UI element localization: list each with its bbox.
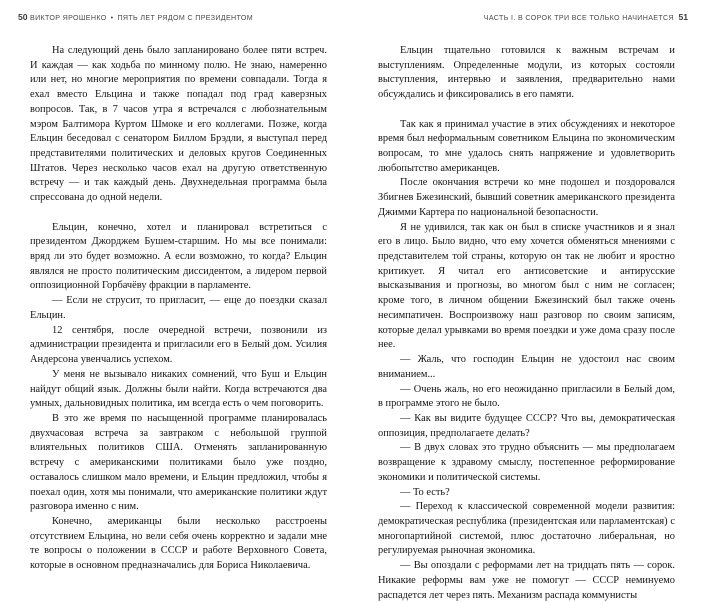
running-head-left-page bbox=[30, 12, 253, 24]
text-column-left bbox=[30, 44, 327, 574]
running-head-author: ВИКТОР ЯРОШЕНКО bbox=[30, 14, 107, 22]
paragraph: Я не удивился, так как он был в списке участников и я знал его в лицо. Было видно, что ему хочется обменяться мнениями с представителем той страны, которую он так не любит и яростно критикует. Я читал его антисоветские и антирусские высказывания и прогнозы, во многом был с ним не согласен; кроме того, в личном общении Бжезинский был также очень несимпатичен. Воспроизвожу наш разговор по своим записям, которые делал урывками во время поездки и уже дома сразу после нее. bbox=[378, 221, 675, 351]
paragraph: Ельцин тщательно готовился к важным встречам и выступлениям. Определенные модули, из которых состояли выступления, интервью и заявления, предварительно нами обсуждались и фиксировались в его памяти. bbox=[378, 45, 675, 101]
running-head-separator-icon: • bbox=[110, 14, 114, 22]
paragraph: На следующий день было запланировано более пяти встреч. И каждая — как ходьба по минному полю. Не знаю, намеренно или нет, но многие мероприятия по времени совпадали. Тогда я ехал вместо Ельцина и также попадал под град каверзных вопросов. Так, в 7 часов утра я встречался с любознательным мэром Балтимора Куртом Шмоке и его коллегами. Позже, когда Ельцин беседовал с сенатором Биллом Брэдли, я выступал перед представителями политических и деловых кругов Соединенных Штатов. Через несколько часов ехал на другую ответственную встречу — и так каждый день. Двухнедельная программа была спрессована до одной недели. bbox=[30, 45, 327, 204]
paragraph: 12 сентября, после очередной встречи, позвонили из администрации президента и пригласили его в Белый дом. Усилия Андерсона увенчались успехом. bbox=[30, 324, 327, 366]
paragraph: В это же время по насыщенной программе планировалась двухчасовая встреча за завтраком с небольшой группой влиятельных политиков США. Отменять запланированную встречу с американскими политиками было уже поздно, оставалось слишком мало времени, и Ельцин предложил, чтобы я поехал один, хотя мы понимали, что американские политики ждут разговора именно с ним. bbox=[30, 412, 327, 513]
paragraph: Конечно, американцы были несколько расстроены отсутствием Ельцина, но вели себя очень корректно и задали мне те вопросы о положении в СССР и работе Верховного Совета, которые в основном предназначались для Бориса Николаевича. bbox=[30, 515, 327, 572]
paragraph: — То есть? bbox=[400, 486, 450, 498]
paragraph: — Жаль, что господин Ельцин не удостоил нас своим вниманием... bbox=[378, 354, 675, 380]
paragraph: — Вы опоздали с реформами лет на тридцать пять — сорок. Никакие реформы вам уже не помогут — СССР неминуемо распадется лет через пять. Механизм распада коммунисты bbox=[378, 560, 675, 601]
paragraph: Так как я принимал участие в этих обсуждениях и некоторое время был неформальным советником Ельцина по экономическим вопросам, то мне удалось снять напряжение и удовлетворить любопытство американцев. bbox=[378, 118, 675, 174]
paragraph: — Если не струсит, то пригласит, — еще до поездки сказал Ельцин. bbox=[30, 295, 327, 321]
paragraph: У меня не вызывало никаких сомнений, что Буш и Ельцин найдут общий язык. Должны были найти. Когда встречаются два умных, дальновидных политика, им всегда есть о чем поговорить. bbox=[30, 368, 327, 410]
folio-right-page: 51 bbox=[678, 12, 688, 22]
paragraph: После окончания встречи ко мне подошел и поздоровался Збигнев Бжезинский, бывший советник американского президента Джимми Картера по национальной безопасности. bbox=[378, 177, 675, 218]
paragraph: — Как вы видите будущее СССР? Что вы, демократическая оппозиция, предполагаете делать? bbox=[378, 412, 675, 439]
paragraph: — Переход к классической современной модели развития: демократическая республика (президентская или парламентская) с многопартийной системой, плюс достаточно либеральная, но регулируемая рыночная экономика. bbox=[378, 501, 675, 557]
running-head-right-page: ЧАСТЬ I. В СОРОК ТРИ ВСЕ ТОЛЬКО НАЧИНАЕТСЯ bbox=[483, 14, 674, 22]
folio-left-page: 50 bbox=[18, 12, 28, 22]
paragraph: — В двух словах это трудно объяснить — мы предполагаем возвращение к здравому смыслу, постепенное реформирование экономики и политической системы. bbox=[378, 442, 675, 483]
text-column-right bbox=[378, 44, 675, 603]
paragraph: Ельцин, конечно, хотел и планировал встретиться с президентом Джорджем Бушем-старшим. Но мы все понимали: вряд ли это будет возможно. А если возможно, то когда? Ельцин являлся не просто политическим диссидентом, а лидером первой оппозиционной Горбачёву фракции в парламенте. bbox=[30, 221, 327, 292]
running-head-book-title: ПЯТЬ ЛЕТ РЯДОМ С ПРЕЗИДЕНТОМ bbox=[117, 14, 253, 22]
paragraph: — Очень жаль, но его неожиданно пригласили в Белый дом, в программе этого не было. bbox=[378, 383, 675, 410]
